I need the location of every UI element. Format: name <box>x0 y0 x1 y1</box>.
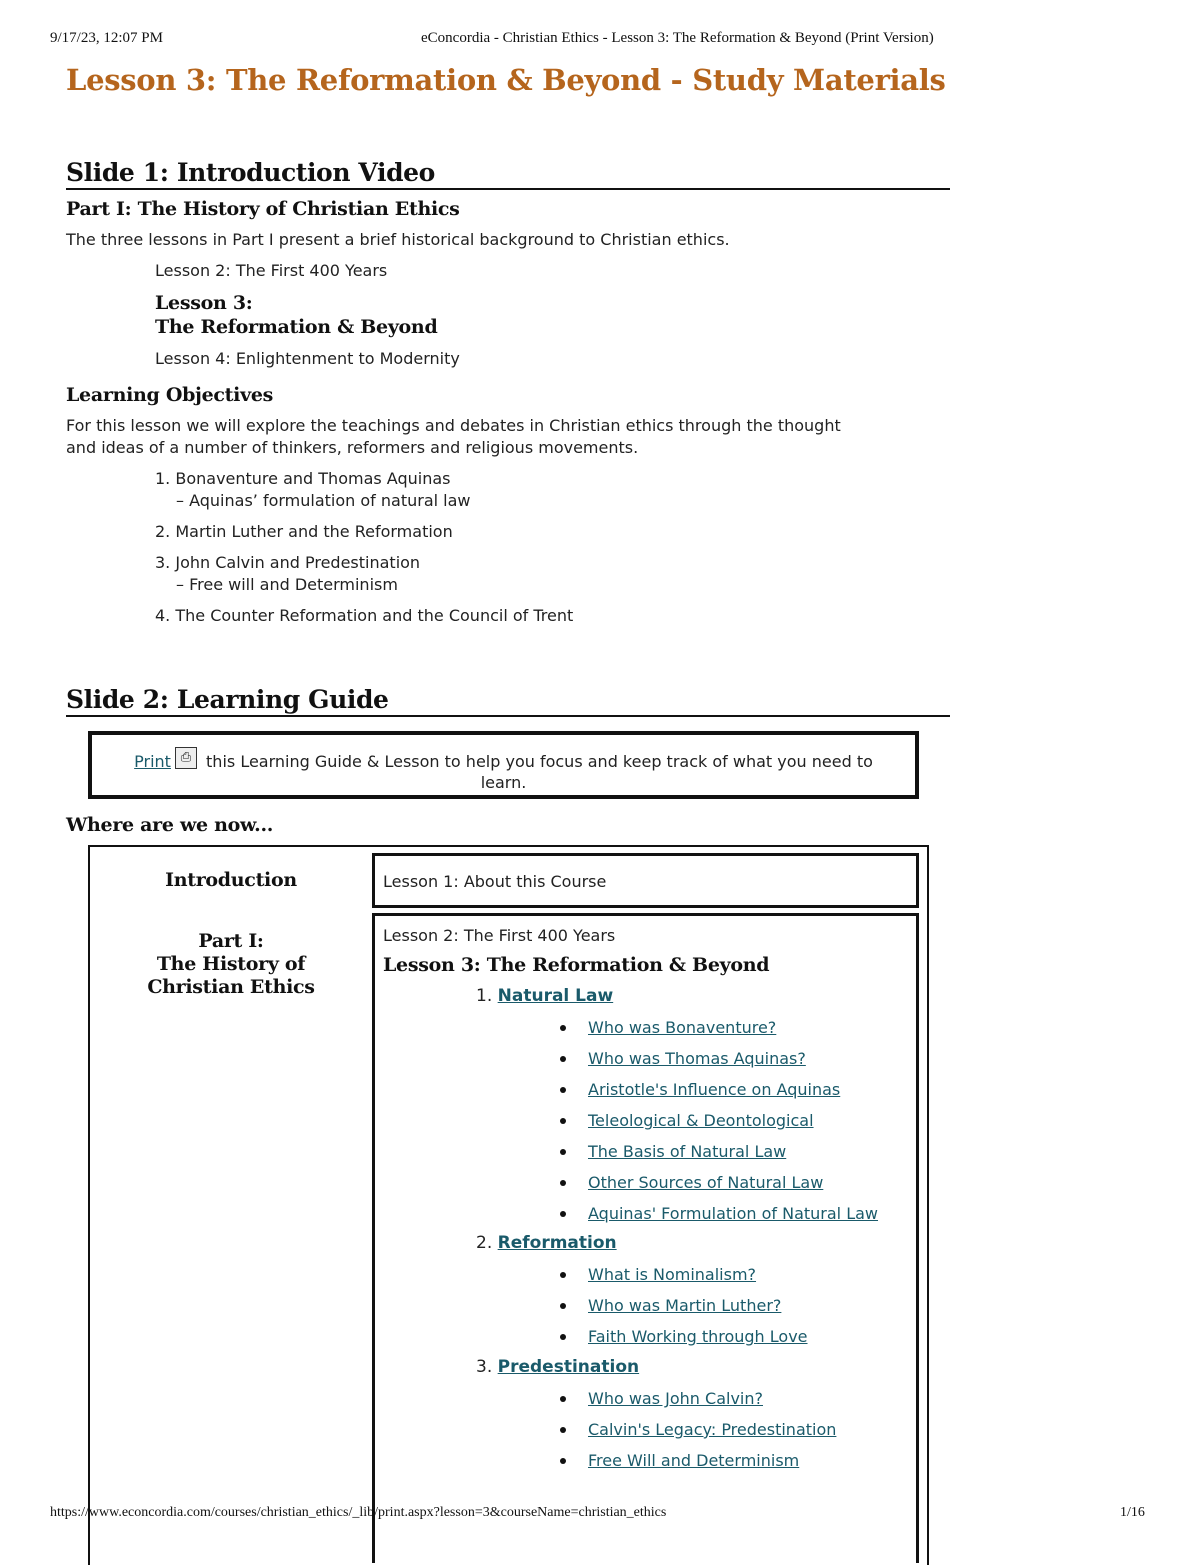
intro-label: Introduction <box>165 869 297 891</box>
subtopic-link[interactable]: What is Nominalism? <box>588 1265 757 1284</box>
objective-item: 1. Bonaventure and Thomas Aquinas <box>155 469 451 488</box>
topic-predestination: 3. Predestination <box>476 1357 640 1377</box>
natural-law-link[interactable]: Natural Law <box>497 986 614 1006</box>
subtopic-link[interactable]: Faith Working through Love <box>588 1327 808 1346</box>
list-item <box>562 1295 781 1316</box>
list-item <box>562 1419 836 1440</box>
printer-icon[interactable]: ⎙ <box>175 747 197 769</box>
slide1-heading: Slide 1: Introduction Video <box>66 158 950 190</box>
list-item <box>562 1450 799 1471</box>
page-title: Lesson 3: The Reformation & Beyond - Study Materials <box>66 63 946 97</box>
slide2-heading: Slide 2: Learning Guide <box>66 685 950 717</box>
lesson4-item: Lesson 4: Enlightenment to Modernity <box>155 349 460 368</box>
lesson3-heading: Lesson 3: The Reformation & Beyond <box>383 954 770 976</box>
predestination-link[interactable]: Predestination <box>497 1357 640 1377</box>
print-datetime: 9/17/23, 12:07 PM <box>50 30 163 46</box>
list-item <box>562 1141 786 1162</box>
objectives-intro-1: For this lesson we will explore the teachings and debates in Christian ethics through the thought <box>66 416 841 435</box>
objectives-intro-2: and ideas of a number of thinkers, reformers and religious movements. <box>66 438 639 457</box>
print-guide-text: this Learning Guide & Lesson to help you focus and keep track of what you need to <box>206 752 873 771</box>
lesson1-item: Lesson 1: About this Course <box>383 872 607 891</box>
list-item <box>562 1017 776 1038</box>
where-heading: Where are we now... <box>66 814 274 836</box>
lesson3-line2: The Reformation & Beyond <box>155 316 438 338</box>
objective-item: 4. The Counter Reformation and the Council of Trent <box>155 606 574 625</box>
subtopic-link[interactable]: Who was Thomas Aquinas? <box>588 1049 806 1068</box>
list-item <box>562 1326 808 1347</box>
subtopic-link[interactable]: Aquinas' Formulation of Natural Law <box>588 1204 879 1223</box>
print-guide-text-2: learn. <box>480 773 527 792</box>
subtopic-link[interactable]: Aristotle's Influence on Aquinas <box>588 1080 841 1099</box>
lesson2-item: Lesson 2: The First 400 Years <box>155 261 388 280</box>
reformation-link[interactable]: Reformation <box>497 1233 617 1253</box>
subtopic-link[interactable]: Teleological & Deontological <box>588 1111 814 1130</box>
objective-item: 2. Martin Luther and the Reformation <box>155 522 453 541</box>
topic-reformation: 2. Reformation <box>476 1233 617 1253</box>
subtopic-link[interactable]: Free Will and Determinism <box>588 1451 800 1470</box>
lesson2-item: Lesson 2: The First 400 Years <box>383 926 616 945</box>
objective-item: 3. John Calvin and Predestination <box>155 553 421 572</box>
subtopic-link[interactable]: Calvin's Legacy: Predestination <box>588 1420 837 1439</box>
part-heading: Part I: The History of Christian Ethics <box>66 198 460 220</box>
subtopic-link[interactable]: Other Sources of Natural Law <box>588 1173 824 1192</box>
print-footer-url: https://www.econcordia.com/courses/christian_ethics/_lib/print.aspx?lesson=3&courseName=christian_ethics <box>50 1505 667 1520</box>
subtopic-link[interactable]: Who was Martin Luther? <box>588 1296 782 1315</box>
objective-subitem: – Free will and Determinism <box>176 575 398 594</box>
list-item <box>562 1110 814 1131</box>
part-intro: The three lessons in Part I present a brief historical background to Christian ethics. <box>66 230 730 249</box>
print-link[interactable]: Print <box>134 752 171 771</box>
list-item <box>562 1264 756 1285</box>
list-item <box>562 1079 840 1100</box>
print-guide-box <box>88 731 919 799</box>
topic-natural-law: 1. Natural Law <box>476 986 614 1006</box>
subtopic-link[interactable]: Who was Bonaventure? <box>588 1018 777 1037</box>
objectives-heading: Learning Objectives <box>66 384 274 406</box>
list-item <box>562 1172 823 1193</box>
lesson3-current <box>155 291 437 339</box>
list-item <box>562 1048 806 1069</box>
list-item <box>562 1203 878 1224</box>
subtopic-link[interactable]: Who was John Calvin? <box>588 1389 763 1408</box>
print-page-number: 1/16 <box>1120 1505 1145 1520</box>
lesson3-line1: Lesson 3: <box>155 292 253 314</box>
print-page-title: eConcordia - Christian Ethics - Lesson 3: The Reformation & Beyond (Print Version) <box>421 30 934 46</box>
list-item <box>562 1388 763 1409</box>
part1-label: Part I: The History of Christian Ethics <box>147 930 315 998</box>
objective-subitem: – Aquinas’ formulation of natural law <box>176 491 471 510</box>
subtopic-link[interactable]: The Basis of Natural Law <box>588 1142 787 1161</box>
